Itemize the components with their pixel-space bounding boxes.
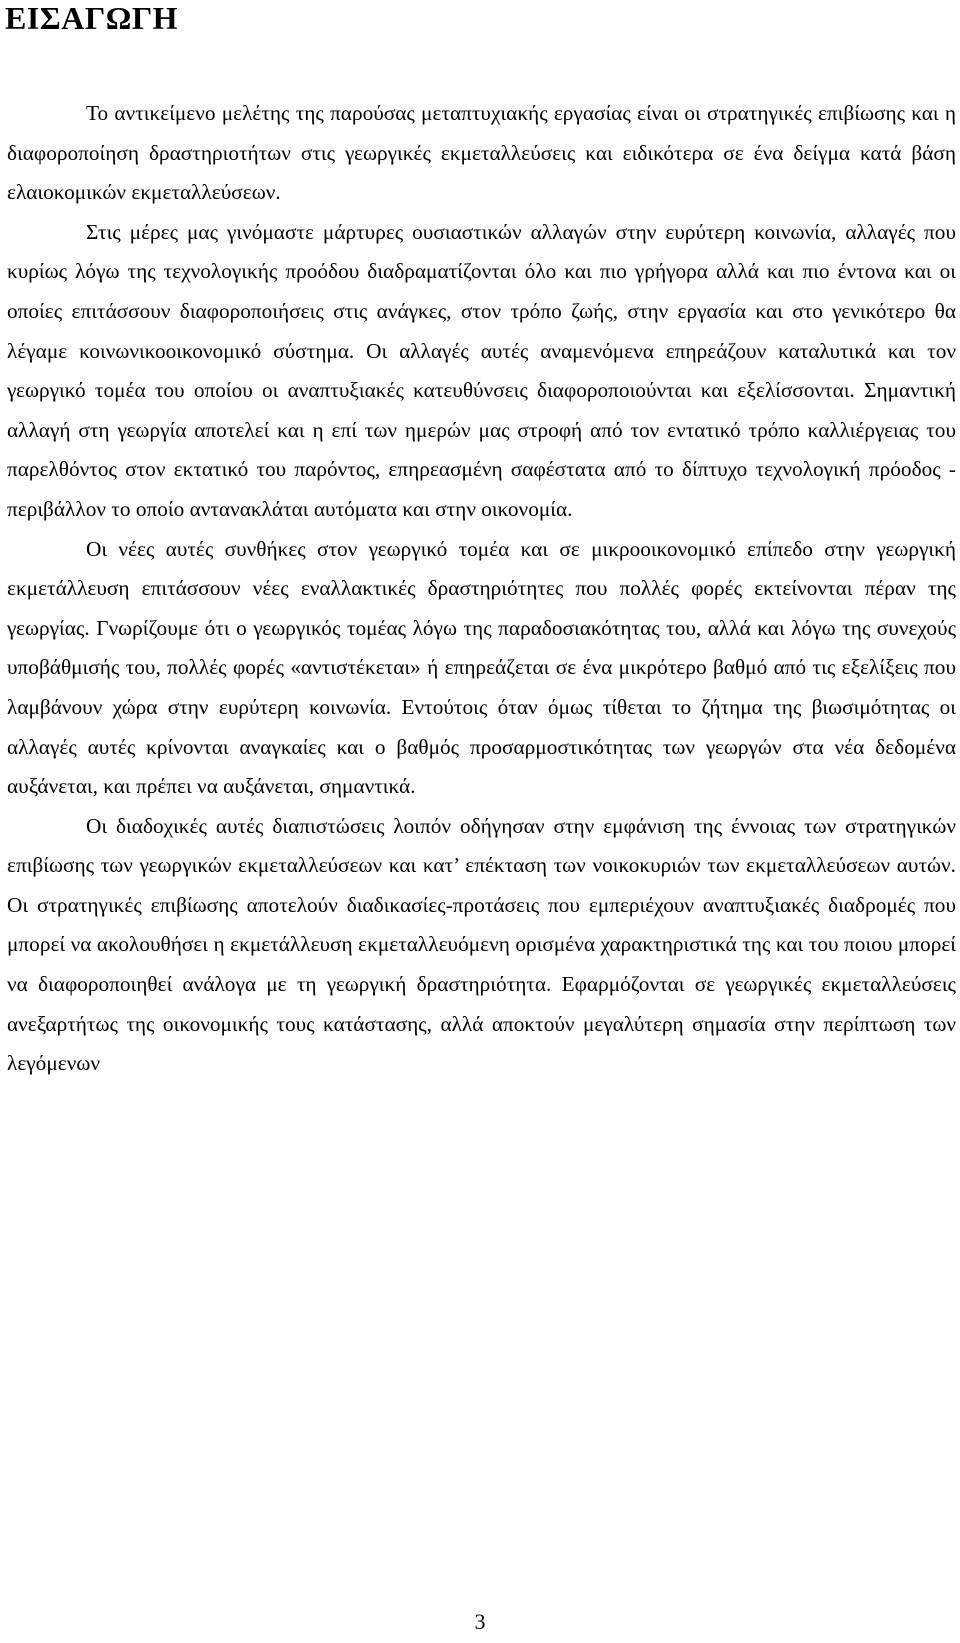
page-number: 3	[474, 1609, 486, 1634]
body-text	[7, 94, 956, 1084]
paragraph: Οι νέες αυτές συνθήκες στον γεωργικό τομέα και σε μικροοικονομικό επίπεδο στην γεωργική εκμετάλλευση επιτάσσουν νέες εναλλακτικές δραστηριότητες που πολλές φορές εκτείνονται πέραν της γεωργίας. Γνωρίζουμε ότι ο γεωργικός τομέας λόγω της παραδοσιακότητας του, αλλά και λόγω της συνεχούς υποβάθμισής του, πολλές φορές «αντιστέκεται» ή επηρεάζεται σε ένα μικρότερο βαθμό από τις εξελίξεις που λαμβάνουν χώρα στην ευρύτερη κοινωνία. Εντούτοις όταν όμως τίθεται το ζήτημα της βιωσιμότητας οι αλλαγές αυτές κρίνονται αναγκαίες και ο βαθμός προσαρμοστικότητας των γεωργών στα νέα δεδομένα αυξάνεται, και πρέπει να αυξάνεται, σημαντικά.	[7, 536, 956, 799]
paragraph: Το αντικείμενο μελέτης της παρούσας μεταπτυχιακής εργασίας είναι οι στρατηγικές επιβίωσης και η διαφοροποίηση δραστηριοτήτων στις γεωργικές εκμεταλλεύσεις και ειδικότερα σε ένα δείγμα κατά βάση ελαιοκομικών εκμεταλλεύσεων.	[7, 101, 956, 205]
section-heading: ΕΙΣΑΓΩΓΗ	[5, 0, 179, 36]
paragraph: Στις μέρες μας γινόμαστε μάρτυρες ουσιαστικών αλλαγών στην ευρύτερη κοινωνία, αλλαγές που κυρίως λόγω της τεχνολογικής προόδου διαδραματίζονται όλο και πιο γρήγορα αλλά και πιο έντονα και οι οποίες επιτάσσουν διαφοροποιήσεις στις ανάγκες, στον τρόπο ζωής, στην εργασία και στο γενικότερο θα λέγαμε κοινωνικοοικονομικό σύστημα. Οι αλλαγές αυτές αναμενόμενα επηρεάζουν καταλυτικά και τον γεωργικό τομέα του οποίου οι αναπτυξιακές κατευθύνσεις διαφοροποιούνται και εξελίσσονται. Σημαντική αλλαγή στη γεωργία αποτελεί και η επί των ημερών μας στροφή από τον εντατικό τρόπο καλλιέργειας του παρελθόντος στον εκτατικό του παρόντος, επηρεασμένη σαφέστατα από το δίπτυχο τεχνολογική πρόοδος - περιβάλλον το οποίο αντανακλάται αυτόματα και στην οικονομία.	[7, 219, 956, 521]
paragraph: Οι διαδοχικές αυτές διαπιστώσεις λοιπόν οδήγησαν στην εμφάνιση της έννοιας των στρατηγικών επιβίωσης των γεωργικών εκμεταλλεύσεων και κατ’ επέκταση των νοικοκυριών των εκμεταλλεύσεων αυτών. Οι στρατηγικές επιβίωσης αποτελούν διαδικασίες-προτάσεις που εμπεριέχουν αναπτυξιακές διαδρομές που μπορεί να ακολουθήσει η εκμετάλλευση εκμεταλλευόμενη ορισμένα χαρακτηριστικά της και του ποιου μπορεί να διαφοροποιηθεί ανάλογα με τη γεωργική δραστηριότητα. Εφαρμόζονται σε γεωργικές εκμεταλλεύσεις ανεξαρτήτως της οικονομικής τους κατάστασης, αλλά αποκτούν μεγαλύτερη σημασία στην περίπτωση των λεγόμενων	[7, 813, 956, 1076]
